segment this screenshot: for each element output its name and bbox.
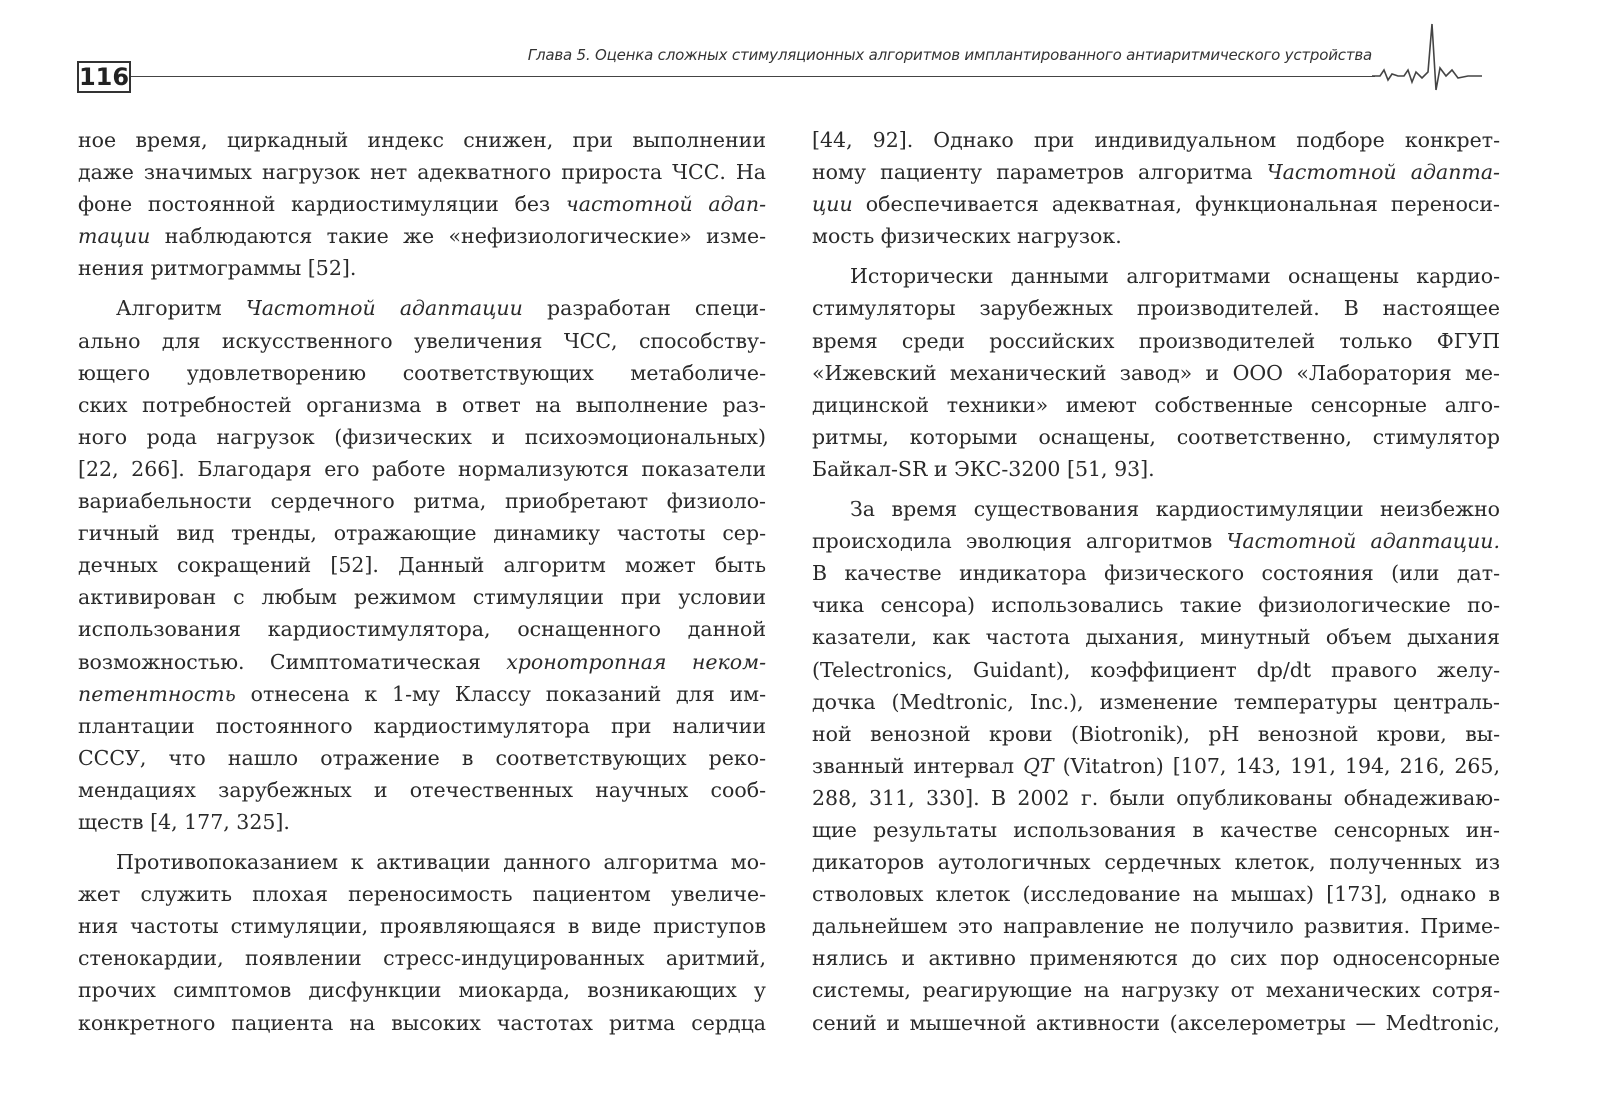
text-line: ских потребностей организма в ответ на выполнение раз-: [78, 392, 766, 417]
text-line: ной венозной крови (Biotronik), pH венозной крови, вы-: [812, 721, 1500, 746]
text-line: ния частоты стимуляции, проявляющаяся в виде приступов: [78, 914, 766, 939]
text-line: ально для искусственного увеличения ЧСС, способству-: [78, 328, 766, 353]
text-line: ному пациенту параметров алгоритма Частотной адапта-: [812, 160, 1500, 185]
text-line: (Telectronics, Guidant), коэффициент dp/dt правого желу-: [812, 657, 1500, 682]
text-line: [22, 266]. Благодаря его работе нормализуются показатели: [78, 456, 766, 481]
text-line: СССУ, что нашло отражение в соответствующих реко-: [78, 745, 766, 770]
text-line: ного рода нагрузок (физических и психоэмоциональных): [78, 424, 766, 449]
text-line: «Ижевский механический завод» и ООО «Лаборатория ме-: [812, 360, 1500, 385]
text-line: мость физических нагрузок.: [812, 224, 1122, 249]
text-line: Исторически данными алгоритмами оснащены кардио-: [850, 264, 1500, 289]
text-line: За время существования кардиостимуляции неизбежно: [850, 497, 1500, 522]
text-line: фоне постоянной кардиостимуляции без частотной адап-: [78, 192, 766, 217]
ecg-waveform-icon: [1372, 20, 1482, 100]
text-line: плантации постоянного кардиостимулятора при наличии: [78, 713, 766, 738]
text-line: системы, реагирующие на нагрузку от механических сотря-: [812, 978, 1500, 1003]
text-line: петентность отнесена к 1-му Классу показаний для им-: [78, 681, 766, 706]
text-line: стенокардии, появлении стресс-индуцированных аритмий,: [78, 946, 766, 971]
text-line: сений и мышечной активности (акселерометры — Medtronic,: [812, 1010, 1500, 1035]
text-line: вариабельности сердечного ритма, приобретают физиоло-: [78, 489, 766, 514]
page-number: 116: [78, 63, 130, 91]
running-head: Глава 5. Оценка сложных стимуляционных алгоритмов имплантированного антиаритмического устройства: [527, 46, 1372, 64]
text-line: активирован с любым режимом стимуляции при условии: [78, 585, 766, 610]
text-line: дочка (Medtronic, Inc.), изменение температуры централь-: [812, 689, 1500, 714]
text-line: званный интервал QT (Vitatron) [107, 143, 191, 194, 216, 265,: [812, 753, 1500, 778]
text-line: чика сенсора) использовались такие физиологические по-: [812, 593, 1500, 618]
text-line: В качестве индикатора физического состояния (или дат-: [812, 561, 1500, 586]
text-line: прочих симптомов дисфункции миокарда, возникающих у: [78, 978, 766, 1003]
left-column: [78, 124, 766, 1039]
text-line: происходила эволюция алгоритмов Частотной адаптации.: [812, 529, 1501, 554]
text-line: гичный вид тренды, отражающие динамику частоты сер-: [78, 521, 766, 546]
text-line: использования кардиостимулятора, оснащенного данной: [78, 617, 766, 642]
text-line: дицинской техники» имеют собственные сенсорные алго-: [812, 392, 1500, 417]
text-line: Противопоказанием к активации данного алгоритма мо-: [116, 850, 766, 875]
text-line: жет служить плохая переносимость пациентом увеличе-: [78, 882, 766, 907]
text-line: ции обеспечивается адекватная, функциональная переноси-: [812, 192, 1500, 217]
text-line: дечных сокращений [52]. Данный алгоритм может быть: [78, 553, 766, 578]
text-line: даже значимых нагрузок нет адекватного прироста ЧСС. На: [78, 160, 766, 185]
text-line: возможностью. Симптоматическая хронотропная неком-: [78, 649, 766, 674]
text-line: Алгоритм Частотной адаптации разработан специ-: [116, 296, 766, 321]
text-line: время среди российских производителей только ФГУП: [812, 328, 1500, 353]
header-rule: [131, 76, 1375, 77]
text-line: дикаторов аутологичных сердечных клеток, полученных из: [812, 850, 1500, 875]
text-line: ществ [4, 177, 325].: [78, 809, 290, 834]
text-line: ное время, циркадный индекс снижен, при выполнении: [78, 128, 766, 152]
text-line: Байкал-SR и ЭКС-3200 [51, 93].: [812, 456, 1155, 481]
text-line: стимуляторы зарубежных производителей. В настоящее: [812, 296, 1500, 321]
text-line: конкретного пациента на высоких частотах ритма сердца: [78, 1010, 766, 1035]
text-line: дальнейшем это направление не получило развития. Приме-: [812, 914, 1500, 939]
text-line: нения ритмограммы [52].: [78, 256, 357, 281]
text-line: нялись и активно применяются до сих пор односенсорные: [812, 946, 1500, 971]
text-line: ритмы, которыми оснащены, соответственно, стимулятор: [812, 424, 1500, 449]
text-line: щие результаты использования в качестве сенсорных ин-: [812, 817, 1500, 842]
text-line: 288, 311, 330]. В 2002 г. были опубликованы обнадеживаю-: [812, 785, 1500, 810]
text-line: [44, 92]. Однако при индивидуальном подборе конкрет-: [812, 128, 1500, 152]
text-line: казатели, как частота дыхания, минутный объем дыхания: [812, 625, 1500, 650]
right-column: [812, 124, 1500, 1039]
text-line: тации наблюдаются такие же «нефизиологические» изме-: [78, 224, 766, 249]
text-line: мендациях зарубежных и отечественных научных сооб-: [78, 777, 766, 802]
text-line: ющего удовлетворению соответствующих метаболиче-: [78, 360, 766, 385]
text-line: стволовых клеток (исследование на мышах) [173], однако в: [812, 882, 1500, 907]
